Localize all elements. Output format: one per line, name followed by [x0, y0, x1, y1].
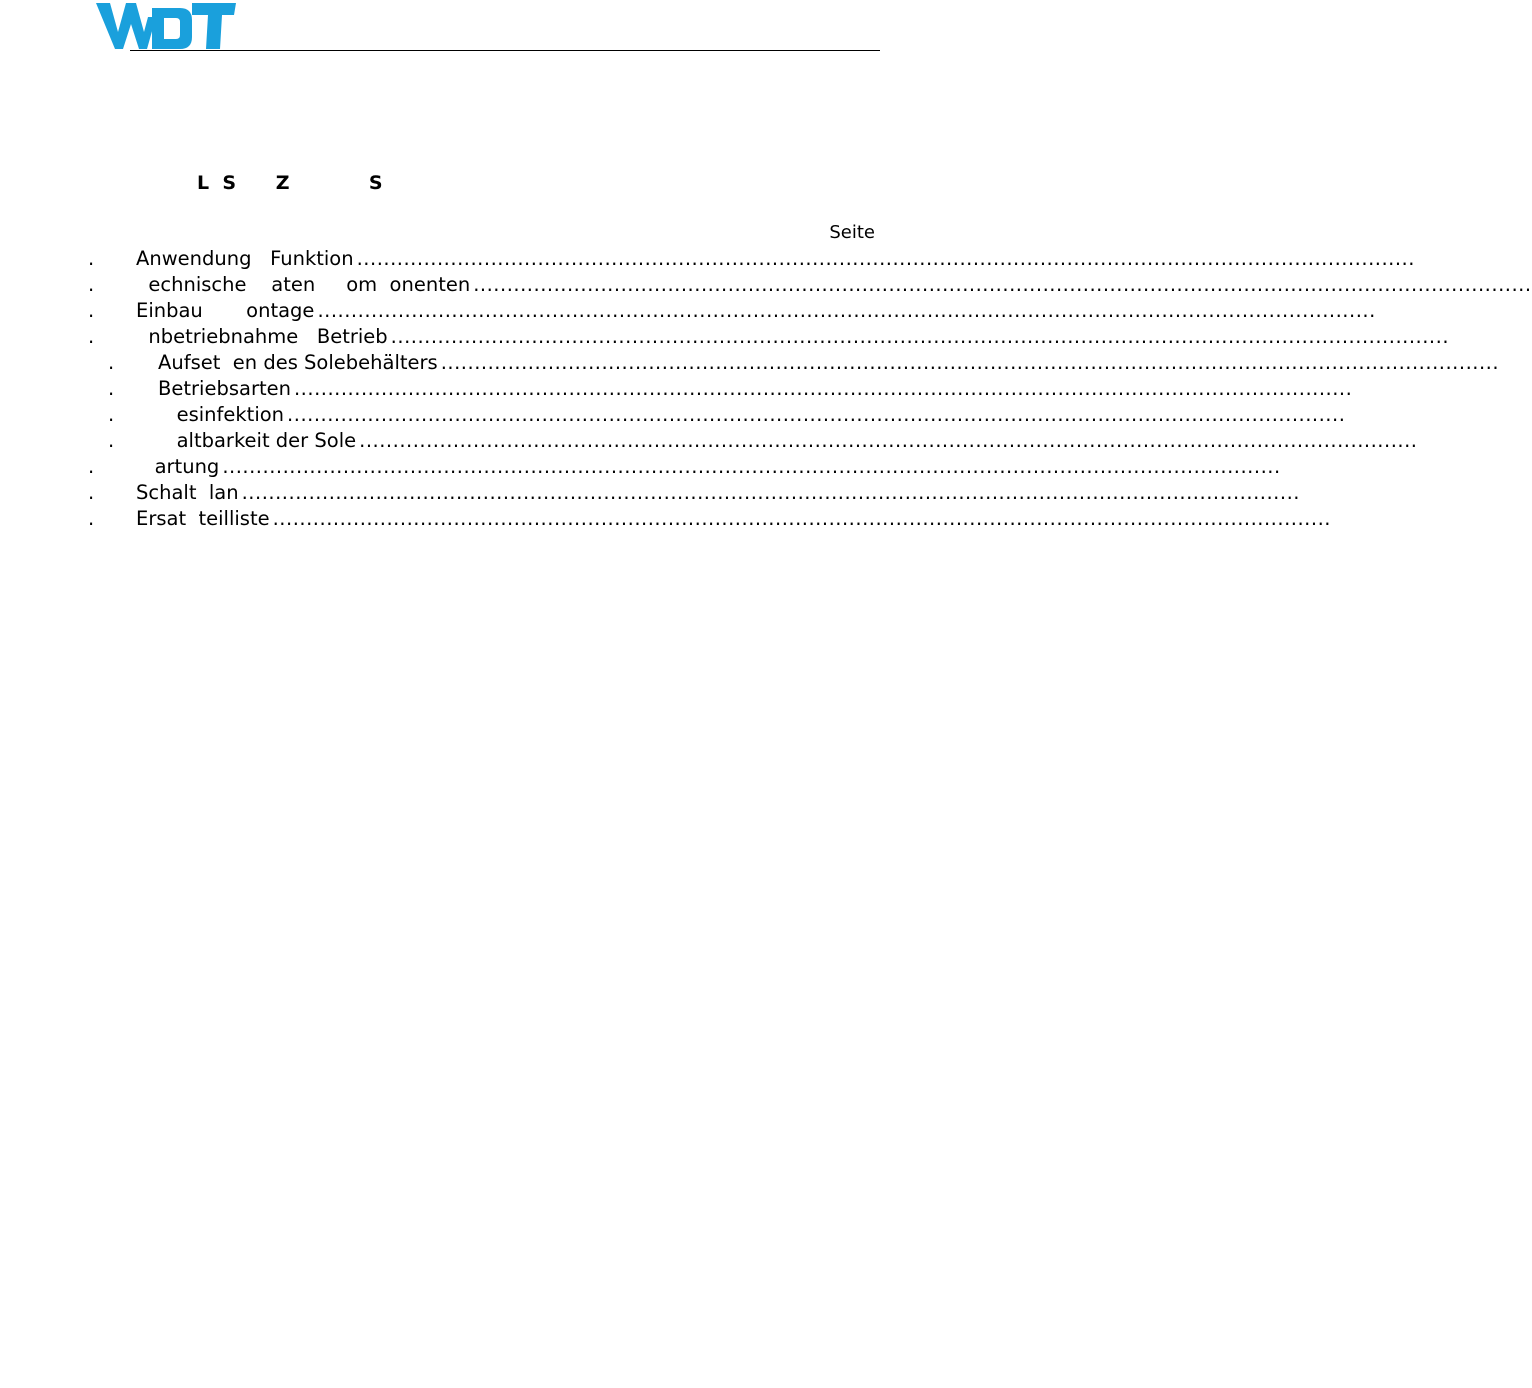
- toc-entry-text: echnische aten om onenten: [136, 273, 471, 296]
- toc-entry-number: .: [108, 351, 115, 374]
- toc-entry-text: altbarkeit der Sole: [158, 429, 357, 452]
- toc-entry-number: .: [88, 455, 95, 478]
- toc-leader-dots: ..............................................................................................................................................................: [473, 273, 1532, 296]
- toc-entry-text: esinfektion: [158, 403, 285, 426]
- toc-entry[interactable]: [88, 298, 1376, 324]
- toc-entry-number: .: [108, 403, 115, 426]
- toc-leader-dots: ..............................................................................................................................................................: [293, 377, 1353, 400]
- toc-leader-dots: ..............................................................................................................................................................: [390, 325, 1450, 348]
- toc-leader-dots: ..............................................................................................................................................................: [356, 247, 1415, 270]
- toc-leader-dots: ..............................................................................................................................................................: [317, 299, 1376, 322]
- toc-entry-text: Anwendung Funktion: [136, 247, 354, 270]
- toc-entry-text: nbetriebnahme Betrieb: [136, 325, 388, 348]
- page-column-label: Seite: [829, 222, 875, 243]
- toc-entry[interactable]: [88, 454, 1281, 480]
- toc-entry[interactable]: [108, 376, 1353, 402]
- toc-leader-dots: ..............................................................................................................................................................: [222, 455, 1281, 478]
- toc-entry-number: .: [88, 299, 95, 322]
- toc-leader-dots: ..............................................................................................................................................................: [440, 351, 1500, 374]
- toc-entry-text: Aufset en des Solebehälters: [158, 351, 438, 374]
- toc-entry-text: artung: [136, 455, 220, 478]
- toc-title: L S Z S: [197, 172, 383, 194]
- toc-entry[interactable]: [88, 506, 1331, 532]
- toc-entry-number: .: [88, 247, 95, 270]
- toc-entry-number: .: [108, 429, 115, 452]
- wdt-logo: [96, 2, 236, 50]
- toc-entry-text: Ersat teilliste: [136, 507, 270, 530]
- header-rule: [130, 50, 880, 51]
- toc-entry[interactable]: [108, 402, 1346, 428]
- toc-entry-text: Betriebsarten: [158, 377, 291, 400]
- toc-leader-dots: ..............................................................................................................................................................: [272, 507, 1331, 530]
- toc-leader-dots: ..............................................................................................................................................................: [359, 429, 1418, 452]
- toc-entry-number: .: [108, 377, 115, 400]
- toc-entry-number: .: [88, 325, 95, 348]
- toc-entry-number: .: [88, 273, 95, 296]
- toc-entry[interactable]: [88, 246, 1415, 272]
- toc-entry[interactable]: [108, 350, 1500, 376]
- toc-entry[interactable]: [88, 480, 1300, 506]
- toc-leader-dots: ..............................................................................................................................................................: [241, 481, 1300, 504]
- toc-entry[interactable]: [108, 428, 1418, 454]
- toc-entry-number: .: [88, 481, 95, 504]
- toc-entry-text: Einbau ontage: [136, 299, 315, 322]
- toc-entry-text: Schalt lan: [136, 481, 239, 504]
- toc-leader-dots: ..............................................................................................................................................................: [287, 403, 1346, 426]
- toc-entry[interactable]: [88, 272, 1532, 298]
- toc-entry-number: .: [88, 507, 95, 530]
- toc-entry[interactable]: [88, 324, 1450, 350]
